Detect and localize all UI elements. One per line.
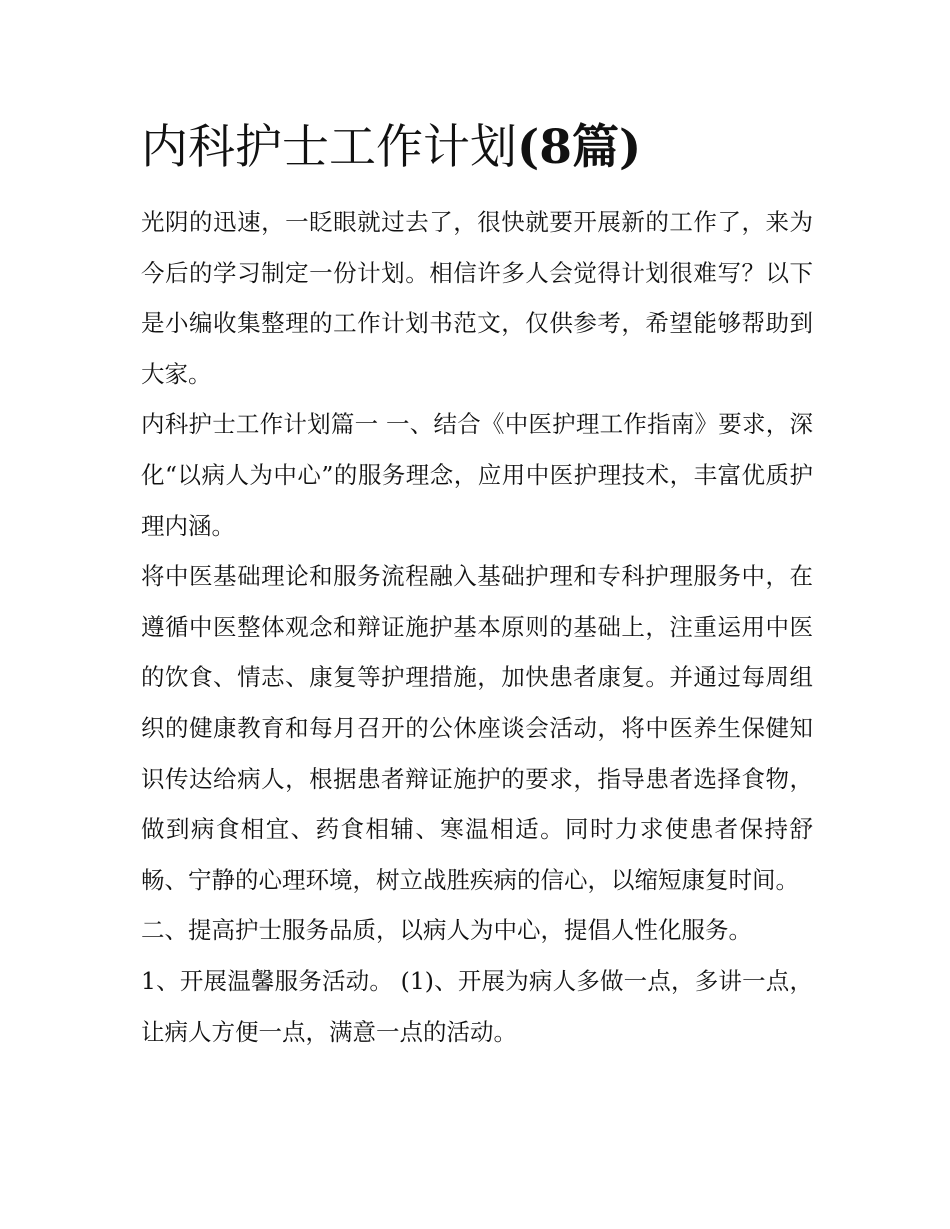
paragraph-tcm-nursing: 将中医基础理论和服务流程融入基础护理和专科护理服务中，在遵循中医整体观念和辩证施护基本原则的基础上，注重运用中医的饮食、情志、康复等护理措施，加快患者康复。并通过每周组织的健康教育和每月召开的公休座谈会活动，将中医养生保健知识传达给病人，根据患者辩证施护的要求，指导患者选择食物，做到病食相宜、药食相辅、寒温相适。同时力求使患者保持舒畅、宁静的心理环境，树立战胜疾病的信心，以缩短康复时间。: [141, 562, 813, 894]
paragraph-warm-service: 1、开展温馨服务活动。 (1)、开展为病人多做一点，多讲一点，让病人方便一点，满意一点的活动。: [141, 966, 813, 1046]
paragraph-intro: 光阴的迅速，一眨眼就过去了，很快就要开展新的工作了，来为今后的学习制定一份计划。相信许多人会觉得计划很难写？以下是小编收集整理的工作计划书范文，仅供参考，希望能够帮助到大家。: [141, 208, 813, 388]
paragraph-section-one: 内科护士工作计划篇一 一、结合《中医护理工作指南》要求，深化“以病人为中心”的服务理念，应用中医护理技术，丰富优质护理内涵。: [141, 410, 813, 540]
title-suffix: (8篇): [517, 120, 642, 175]
title-main: 内科护士工作计划: [141, 120, 517, 175]
paragraph-section-two: 二、提高护士服务品质，以病人为中心，提倡人性化服务。: [141, 916, 752, 945]
document-title: [141, 118, 841, 178]
document-body: [141, 197, 813, 1057]
